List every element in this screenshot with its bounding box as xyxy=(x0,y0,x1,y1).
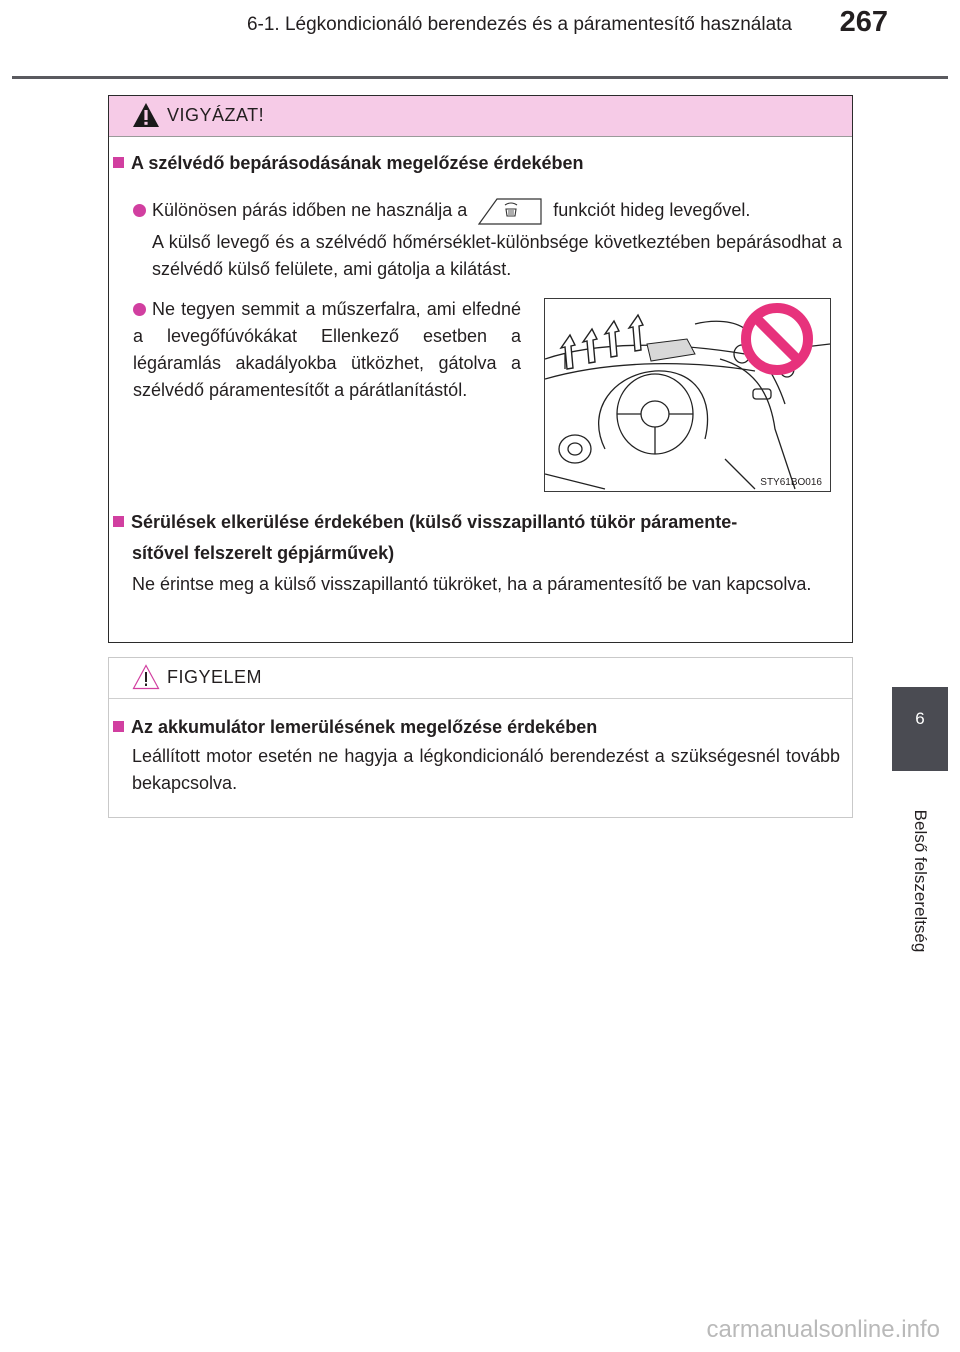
chapter-tab[interactable] xyxy=(892,687,948,771)
mirror-text: Ne érintse meg a külső visszapillantó tükröket, ha a páramentesítő be van kapcsolva. xyxy=(132,574,812,594)
watermark: carmanualsonline.info xyxy=(706,1316,940,1343)
illustration-code: STY61BO016 xyxy=(760,477,822,488)
notice-header xyxy=(109,658,852,699)
dashboard-line-drawing xyxy=(545,299,830,491)
section-heading-mirror: Sérülések elkerülése érdekében (külső visszapillantó tükör páramente- xyxy=(113,509,848,536)
dashboard-illustration xyxy=(544,298,831,492)
caution-triangle-icon xyxy=(132,664,160,690)
page-number: 267 xyxy=(839,6,888,38)
square-bullet-icon xyxy=(113,721,124,732)
square-bullet-icon xyxy=(113,157,124,168)
warning-box xyxy=(108,95,853,643)
notice-text: Leállított motor esetén ne hagyja a légkondicionáló berendezést a szükségesnél tovább bekapcsolva. xyxy=(132,746,840,793)
chapter-number: 6 xyxy=(915,709,925,728)
bullet-dashboard: Ne tegyen semmit a műszerfalra, ami elfedné a levegőfúvókákat Ellenkező esetben a légáramlás akadályokba ütközhet, gátolva a szélvédő páramentesítőt a párátlanítástól. xyxy=(133,299,521,400)
section-heading-mirror-cont: sítővel felszerelt gépjárművek) xyxy=(132,543,395,563)
notice-box xyxy=(108,657,853,818)
round-bullet-icon xyxy=(133,303,146,316)
warning-label: VIGYÁZAT! xyxy=(167,105,265,125)
bullet-defroster-continued: A külső levegő és a szélvédő hőmérséklet-különbsége következtében bepárásodhat a szélvédő külső felülete, ami gátolja a kilátást. xyxy=(152,232,842,279)
windshield-defroster-icon xyxy=(475,196,545,226)
round-bullet-icon xyxy=(133,204,146,217)
chapter-label: Belső felszereltség xyxy=(911,809,930,953)
chapter-label-container xyxy=(905,786,935,976)
prohibition-icon xyxy=(746,308,808,370)
square-bullet-icon xyxy=(113,516,124,527)
warning-header xyxy=(109,96,852,137)
section-heading-fogging: A szélvédő bepárásodásának megelőzése érdekében xyxy=(113,150,584,177)
notice-label: FIGYELEM xyxy=(167,667,263,687)
notice-heading: Az akkumulátor lemerülésének megelőzése érdekében xyxy=(113,714,597,741)
warning-triangle-icon xyxy=(132,102,160,128)
bullet-defroster: Különösen párás időben ne használja a funkciót hideg levegővel. xyxy=(133,196,843,226)
header-divider xyxy=(12,76,948,79)
running-header: 6-1. Légkondicionáló berendezés és a páramentesítő használata xyxy=(246,14,792,35)
